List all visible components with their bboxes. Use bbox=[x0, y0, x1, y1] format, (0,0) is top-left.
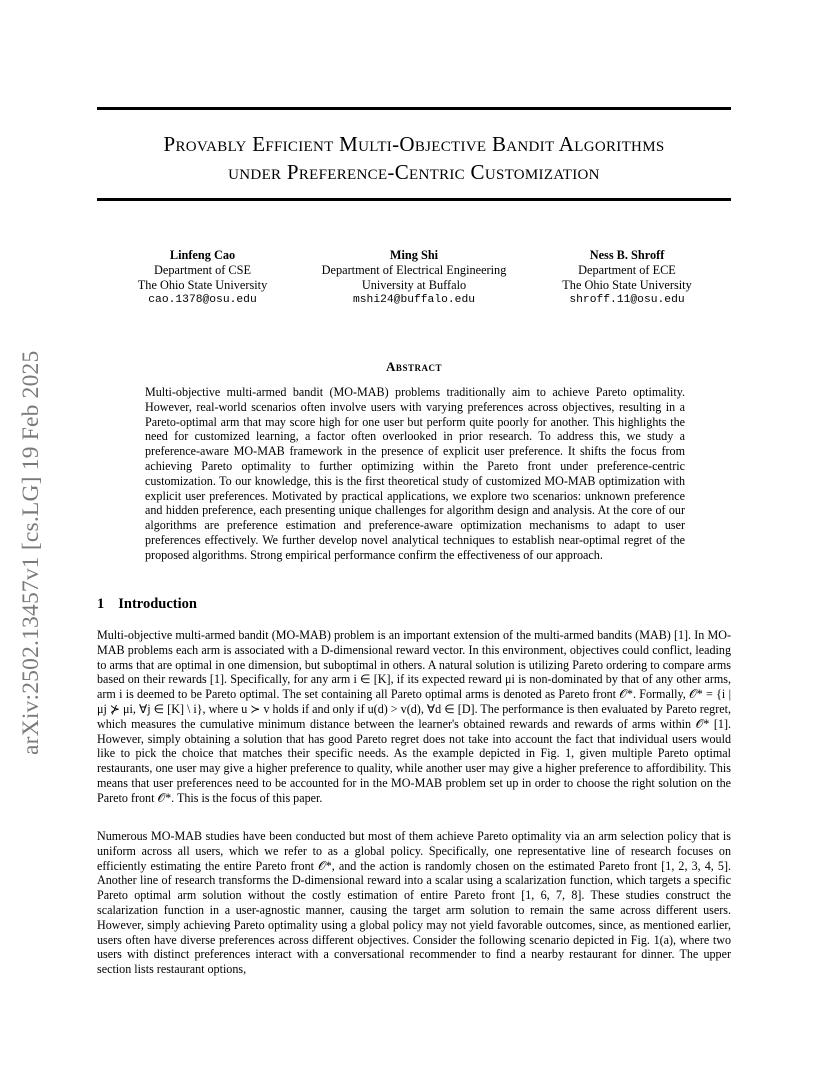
author-department: Department of CSE bbox=[154, 263, 251, 277]
author-institution: The Ohio State University bbox=[137, 278, 268, 292]
abstract-heading: Abstract bbox=[386, 359, 442, 374]
author-department: Department of ECE bbox=[578, 263, 676, 277]
arxiv-identifier: arXiv:2502.13457v1 [cs.LG] 19 Feb 2025 bbox=[18, 350, 44, 755]
paper-title-line-1: Provably Efficient Multi-Objective Bandit Algorithms bbox=[163, 132, 665, 156]
author-1 bbox=[110, 248, 295, 308]
section-title: Introduction bbox=[118, 596, 197, 612]
author-name: Ming Shi bbox=[389, 248, 439, 262]
author-3 bbox=[542, 248, 712, 308]
intro-paragraph-2: Numerous MO-MAB studies have been conducted but most of them achieve Pareto optimality via an arm selection policy that is uniform across all users, which we refer to as a global policy. Specifically, one representative line of research focuses on efficiently estimating the entire Pareto front 𝒪*, and the action is randomly chosen on the estimated Pareto front [1, 2, 3, 4, 5]. Another line of research transforms the D-dimensional reward into a scalar using a scalarization function, which targets a specific Pareto optimal arm solution without the costly estimation of entire Pareto front [1, 6, 7, 8]. These studies construct the scalarization function in a user-agnostic manner, causing the target arm solution to remain the same across different users. However, simply achieving Pareto optimality using a global policy may not yield favorable outcomes, since, as mentioned earlier, users often have diverse preferences across different objectives. Consider the following scenario depicted in Fig. 1(a), where two users with distinct preferences interact with a conversational recommender to find a nearby restaurant for dinner. The upper section lists restaurant options, bbox=[97, 829, 731, 977]
author-department: Department of Electrical Engineering bbox=[321, 263, 507, 277]
author-name: Linfeng Cao bbox=[169, 248, 236, 262]
author-email[interactable]: shroff.11@osu.edu bbox=[569, 294, 685, 306]
section-number: 1 bbox=[97, 596, 105, 612]
author-email[interactable]: mshi24@buffalo.edu bbox=[352, 294, 476, 306]
paper-title-line-2: under Preference-Centric Customization bbox=[228, 160, 600, 184]
title-bottom-rule bbox=[97, 198, 731, 201]
author-institution: University at Buffalo bbox=[361, 278, 467, 292]
title-top-rule bbox=[97, 107, 731, 110]
intro-paragraph-1: Multi-objective multi-armed bandit (MO-MAB) problem is an important extension of the multi-armed bandits (MAB) [1]. In MO-MAB problems each arm is associated with a D-dimensional reward vector. In this environment, objectives could conflict, leading to arms that are optimal in one dimension, but suboptimal in others. A natural solution is utilizing Pareto ordering to compare arms based on their rewards [1]. Specifically, for any arm i ∈ [K], if its expected reward μi is non-dominated by that of any other arms, arm i is deemed to be Pareto optimal. The set containing all Pareto optimal arms is denoted as Pareto front 𝒪*. Formally, 𝒪* = {i | μj ⊁ μi, ∀j ∈ [K] \ i}, where u ≻ v holds if and only if u(d) > v(d), ∀d ∈ [D]. The performance is then evaluated by Pareto regret, which measures the cumulative minimum distance between the learner's obtained rewards and rewards of arms within 𝒪* [1]. However, simply obtaining a solution that has good Pareto regret does not take into account the fact that individual users would like to pick the choice that matches their specific needs. As the example depicted in Fig. 1, given multiple Pareto optimal restaurants, one user may give a higher preference to quality, while another user may give a higher preference to affordibility. This means that user preferences need to be accounted for in the MO-MAB problem set up in order to choose the right solution on the Pareto front 𝒪*. This is the focus of this paper. bbox=[97, 628, 731, 805]
author-institution: The Ohio State University bbox=[562, 278, 692, 292]
abstract-body: Multi-objective multi-armed bandit (MO-MAB) problems traditionally aim to achieve Pareto optimality. However, real-world scenarios often involve users with varying preferences across objectives, resulting in a Pareto-optimal arm that may score high for one user but perform quite poorly for another. This highlights the need for customized learning, a factor often overlooked in prior research. To address this, we study a preference-aware MO-MAB framework in the presence of explicit user preference. It shifts the focus from achieving Pareto optimality to further optimizing within the Pareto front under preference-centric customization. To our knowledge, this is the first theoretical study of customized MO-MAB optimization with explicit user preferences. Motivated by practical applications, we explore two scenarios: unknown preference and hidden preference, each presenting unique challenges for algorithm design and analysis. At the core of our algorithms are preference estimation and preference-aware optimization mechanisms to adapt to user preferences effectively. We further develop novel analytical techniques to establish near-optimal regret of the proposed algorithms. Strong empirical performance confirm the effectiveness of our approach. bbox=[145, 385, 685, 562]
author-name: Ness B. Shroff bbox=[589, 248, 665, 262]
section-heading bbox=[97, 596, 211, 613]
paper-title bbox=[97, 130, 731, 186]
author-2 bbox=[305, 248, 523, 308]
author-email[interactable]: cao.1378@osu.edu bbox=[148, 294, 257, 306]
